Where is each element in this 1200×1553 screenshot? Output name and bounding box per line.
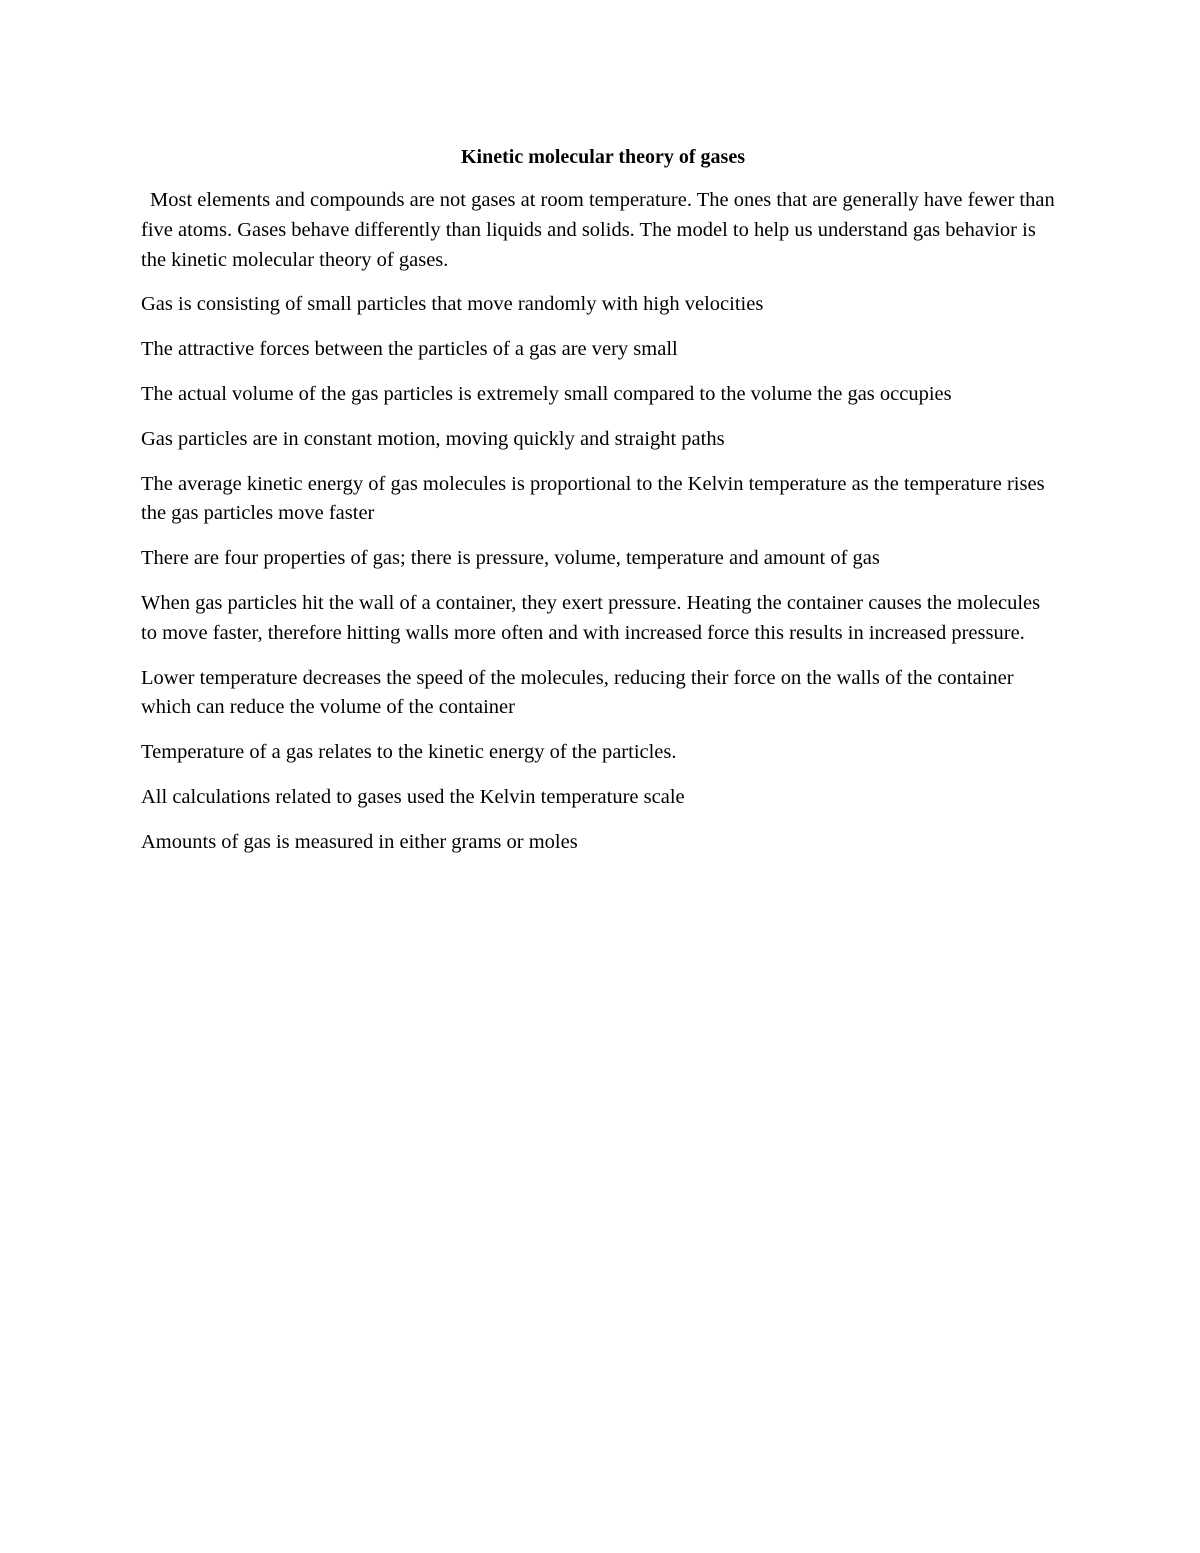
document-body — [141, 142, 1061, 873]
paragraph-lower-temperature: Lower temperature decreases the speed of the molecules, reducing their force on the walls of the container which can reduce the volume of the container — [141, 666, 1014, 719]
document-title: Kinetic molecular theory of gases — [460, 146, 745, 168]
paragraph-pressure: When gas particles hit the wall of a container, they exert pressure. Heating the container causes the molecules to move faster, therefore hitting walls more often and with increased force this results in increased pressure. — [141, 591, 1041, 644]
paragraph-particles: Gas is consisting of small particles that move randomly with high velocities — [141, 293, 764, 316]
paragraph-attractive-forces: The attractive forces between the particles of a gas are very small — [141, 338, 678, 361]
paragraph-particle-volume: The actual volume of the gas particles is extremely small compared to the volume the gas occupies — [141, 382, 952, 405]
paragraph-amount-of-gas: Amounts of gas is measured in either grams or moles — [141, 830, 578, 853]
paragraph-intro: Most elements and compounds are not gases at room temperature. The ones that are generally have fewer than five atoms. Gases behave differently than liquids and solids. The model to help us understand gas behavior is the kinetic molecular theory of gases. — [141, 189, 1055, 271]
paragraph-temperature: Temperature of a gas relates to the kinetic energy of the particles. — [141, 741, 677, 764]
paragraph-gas-properties: There are four properties of gas; there is pressure, volume, temperature and amount of gas — [141, 547, 880, 570]
paragraph-kinetic-energy: The average kinetic energy of gas molecules is proportional to the Kelvin temperature as the temperature rises the gas particles move faster — [141, 472, 1045, 525]
paragraph-kelvin-scale: All calculations related to gases used the Kelvin temperature scale — [141, 785, 685, 808]
paragraph-constant-motion: Gas particles are in constant motion, moving quickly and straight paths — [141, 427, 725, 450]
